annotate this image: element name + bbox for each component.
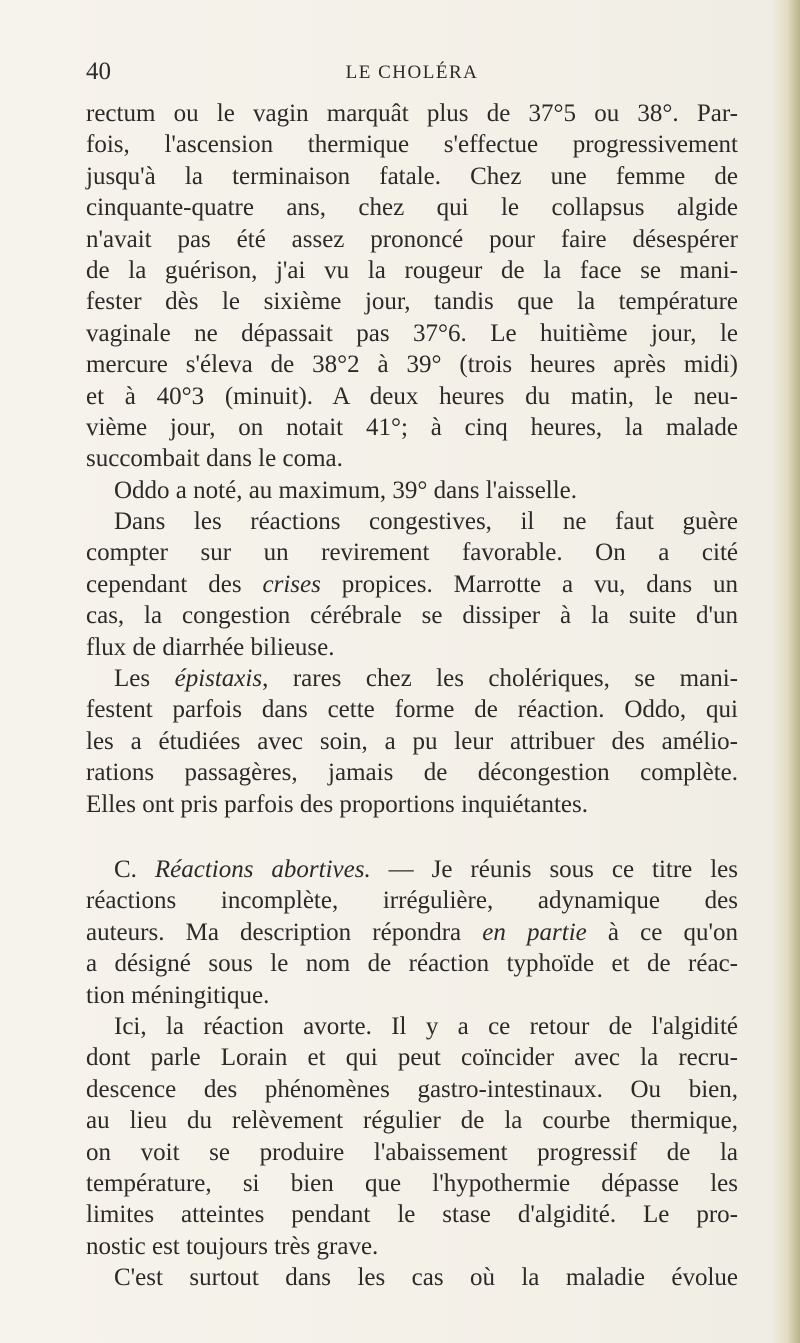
- text-line: auteurs. Ma description répondra en partie à ce qu'on: [86, 918, 738, 946]
- text-line: température, si bien que l'hypothermie dépasse les: [86, 1169, 738, 1197]
- paragraph-5: [86, 854, 738, 1011]
- text-line: festent parfois dans cette forme de réaction. Oddo, qui: [86, 696, 738, 724]
- text-line: de la guérison, j'ai vu la rougeur de la face se mani-: [86, 256, 738, 284]
- text-line: réactions incomplète, irrégulière, adynamique des: [86, 887, 738, 915]
- section-gap: [86, 820, 738, 854]
- italic-term: épistaxis: [174, 665, 263, 693]
- text-line: dont parle Lorain et qui peut coïncider avec la recru-: [86, 1044, 738, 1072]
- text-line: on voit se produire l'abaissement progressif de la: [86, 1138, 738, 1166]
- page-header: [86, 58, 738, 88]
- text-line: succombait dans le coma.: [86, 445, 343, 473]
- text-line: Elles ont pris parfois des proportions inquiétantes.: [86, 790, 589, 818]
- paragraph-7: [86, 1262, 738, 1293]
- italic-term: Réactions abortives.: [154, 855, 371, 883]
- text-line: et à 40°3 (minuit). A deux heures du matin, le neu-: [86, 382, 738, 410]
- text-line: Oddo a noté, au maximum, 39° dans l'aisselle.: [114, 476, 578, 504]
- text-line: vième jour, on notait 41°; à cinq heures, la malade: [86, 413, 738, 441]
- paragraph-1: [86, 98, 738, 475]
- paragraph-6: [86, 1011, 738, 1262]
- text-line: vaginale ne dépassait pas 37°6. Le huitième jour, le: [86, 319, 738, 347]
- text-line: cas, la congestion cérébrale se dissiper à la suite d'un: [86, 602, 738, 630]
- text-line: cependant des crises propices. Marrotte a vu, dans un: [86, 570, 738, 598]
- text-line: les a étudiées avec soin, a pu leur attribuer des amélio-: [86, 727, 738, 755]
- text-line: C. Réactions abortives. — Je réunis sous ce titre les: [114, 855, 738, 883]
- text-line: Ici, la réaction avorte. Il y a ce retour de l'algidité: [114, 1012, 738, 1040]
- text-line: flux de diarrhée bilieuse.: [86, 633, 335, 661]
- italic-term: en partie: [482, 918, 587, 946]
- text-line: C'est surtout dans les cas où la maladie évolue: [114, 1264, 738, 1292]
- text-line: mercure s'éleva de 38°2 à 39° (trois heures après midi): [86, 351, 738, 379]
- text-line: a désigné sous le nom de réaction typhoïde et de réac-: [86, 950, 738, 978]
- text-line: au lieu du relèvement régulier de la courbe thermique,: [86, 1107, 738, 1135]
- page-edge-shadow: [772, 0, 800, 1343]
- paragraph-4: [86, 663, 738, 820]
- text-line: Dans les réactions congestives, il ne faut guère: [114, 508, 738, 536]
- paragraph-2: [86, 475, 738, 506]
- text-line: fester dès le sixième jour, tandis que la température: [86, 288, 738, 316]
- text-line: cinquante-quatre ans, chez qui le collapsus algide: [86, 194, 738, 222]
- body-text: [86, 98, 738, 1293]
- text-line: limites atteintes pendant le stase d'algidité. Le pro-: [86, 1201, 738, 1229]
- page-number: 40: [86, 58, 111, 85]
- text-line: fois, l'ascension thermique s'effectue progressivement: [86, 131, 738, 159]
- paragraph-3: [86, 506, 738, 663]
- text-line: n'avait pas été assez prononcé pour faire désespérer: [86, 225, 738, 253]
- text-line: Les épistaxis, rares chez les cholériques, se mani-: [114, 665, 738, 693]
- text-line: descence des phénomènes gastro-intestinaux. Ou bien,: [86, 1075, 738, 1103]
- text-line: jusqu'à la terminaison fatale. Chez une femme de: [86, 162, 738, 190]
- running-title: LE CHOLÉRA: [345, 62, 479, 83]
- italic-term: crises: [262, 570, 321, 598]
- text-line: compter sur un revirement favorable. On a cité: [86, 539, 738, 567]
- text-line: tion méningitique.: [86, 981, 270, 1009]
- text-line: rectum ou le vagin marquât plus de 37°5 ou 38°. Par-: [86, 100, 738, 127]
- text-line: rations passagères, jamais de décongestion complète.: [86, 759, 738, 787]
- text-line: nostic est toujours très grave.: [86, 1232, 379, 1260]
